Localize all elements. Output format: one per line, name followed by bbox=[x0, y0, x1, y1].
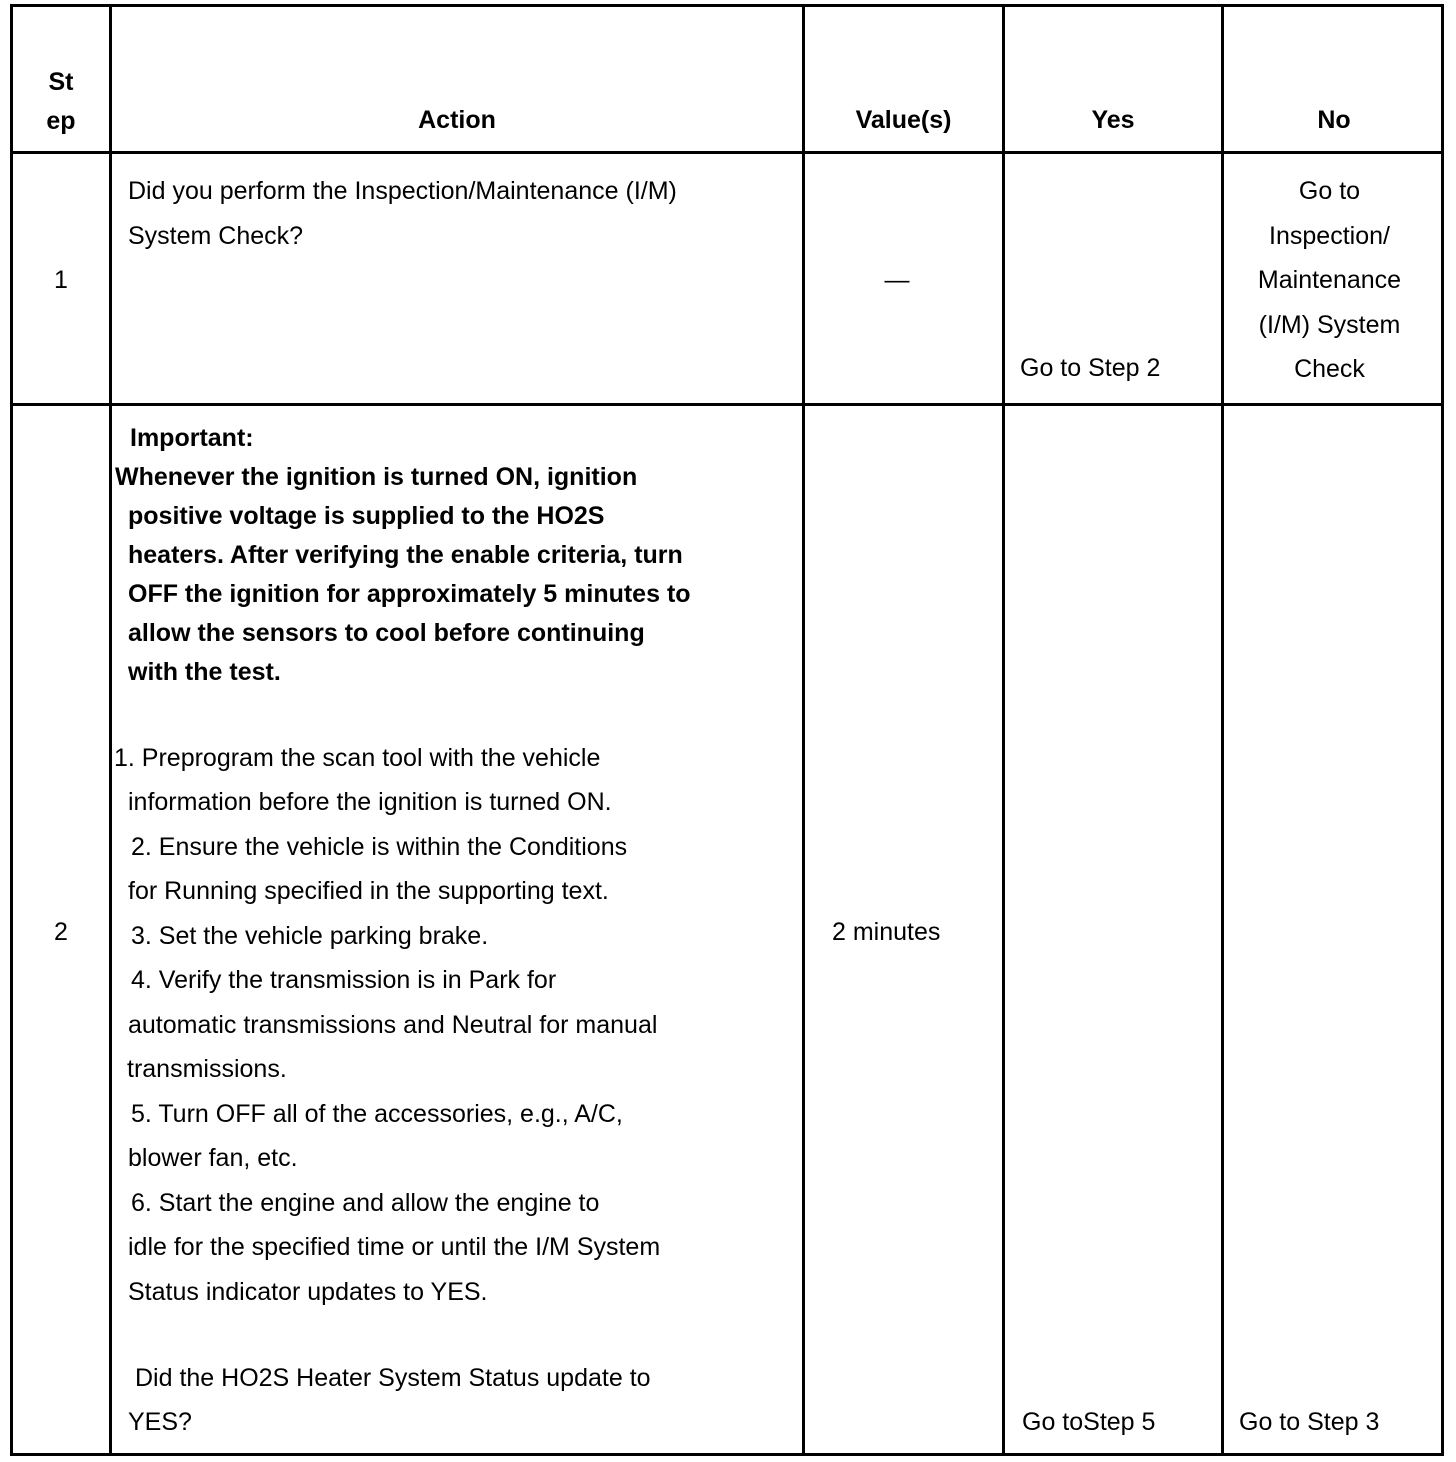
action-line: Did you perform the Inspection/Maintenance (I/M) bbox=[128, 177, 677, 205]
step-line: 6. Start the engine and allow the engine to bbox=[131, 1189, 600, 1217]
header-step bbox=[13, 63, 109, 141]
no-line: Go to bbox=[1298, 177, 1361, 205]
step-number: 2 bbox=[54, 918, 68, 946]
step-line: 2. Ensure the vehicle is within the Conditions bbox=[131, 833, 628, 861]
no-text: Go to Step 3 bbox=[1239, 1408, 1380, 1436]
no-line: (I/M) System bbox=[1258, 310, 1401, 339]
step-line: information before the ignition is turned ON. bbox=[128, 788, 612, 816]
question-line: Did the HO2S Heater System Status update to bbox=[135, 1364, 651, 1392]
step-line: transmissions. bbox=[127, 1055, 287, 1083]
action-text bbox=[128, 169, 677, 258]
header-no: No bbox=[1317, 106, 1351, 134]
step-line: Status indicator updates to YES. bbox=[128, 1278, 488, 1306]
value-text: — bbox=[884, 266, 910, 294]
yes-text: Go to Step 2 bbox=[1020, 354, 1161, 382]
header-step-line: ep bbox=[46, 107, 76, 135]
no-text bbox=[1224, 169, 1435, 392]
column-divider bbox=[1002, 7, 1005, 1453]
yes-text: Go toStep 5 bbox=[1022, 1408, 1156, 1436]
row-divider bbox=[13, 403, 1441, 406]
no-line: Maintenance bbox=[1257, 266, 1402, 294]
important-line: OFF the ignition for approximately 5 minutes to bbox=[128, 580, 691, 608]
important-line: with the test. bbox=[128, 658, 281, 686]
step-line: for Running specified in the supporting text. bbox=[128, 877, 609, 905]
step-line: 4. Verify the transmission is in Park for bbox=[131, 966, 557, 994]
important-label: Important: bbox=[130, 424, 254, 452]
step-line: idle for the specified time or until the I/M System bbox=[128, 1233, 661, 1261]
step-line: blower fan, etc. bbox=[128, 1144, 298, 1172]
header-yes: Yes bbox=[1091, 106, 1135, 134]
column-divider bbox=[109, 7, 112, 1453]
value-text: 2 minutes bbox=[832, 918, 941, 946]
important-line: Whenever the ignition is turned ON, ignition bbox=[115, 463, 638, 491]
important-line: heaters. After verifying the enable criteria, turn bbox=[128, 541, 683, 569]
no-line: Inspection/ bbox=[1269, 221, 1390, 250]
step-line: 3. Set the vehicle parking brake. bbox=[131, 922, 489, 950]
step-number: 1 bbox=[54, 266, 68, 294]
row-divider bbox=[13, 151, 1441, 154]
action-line: System Check? bbox=[128, 221, 304, 250]
question-line: YES? bbox=[128, 1408, 192, 1436]
step-line: 1. Preprogram the scan tool with the vehicle bbox=[114, 744, 601, 772]
column-divider bbox=[802, 7, 805, 1453]
no-line: Check bbox=[1294, 355, 1365, 383]
diagnostic-table bbox=[10, 4, 1444, 1456]
important-line: positive voltage is supplied to the HO2S bbox=[128, 502, 605, 530]
header-step-line: St bbox=[48, 68, 74, 96]
step-line: 5. Turn OFF all of the accessories, e.g., A/C, bbox=[131, 1100, 623, 1128]
important-line: allow the sensors to cool before continuing bbox=[128, 619, 645, 647]
step-line: automatic transmissions and Neutral for manual bbox=[128, 1011, 658, 1039]
header-values: Value(s) bbox=[855, 106, 952, 134]
header-action: Action bbox=[418, 106, 496, 134]
